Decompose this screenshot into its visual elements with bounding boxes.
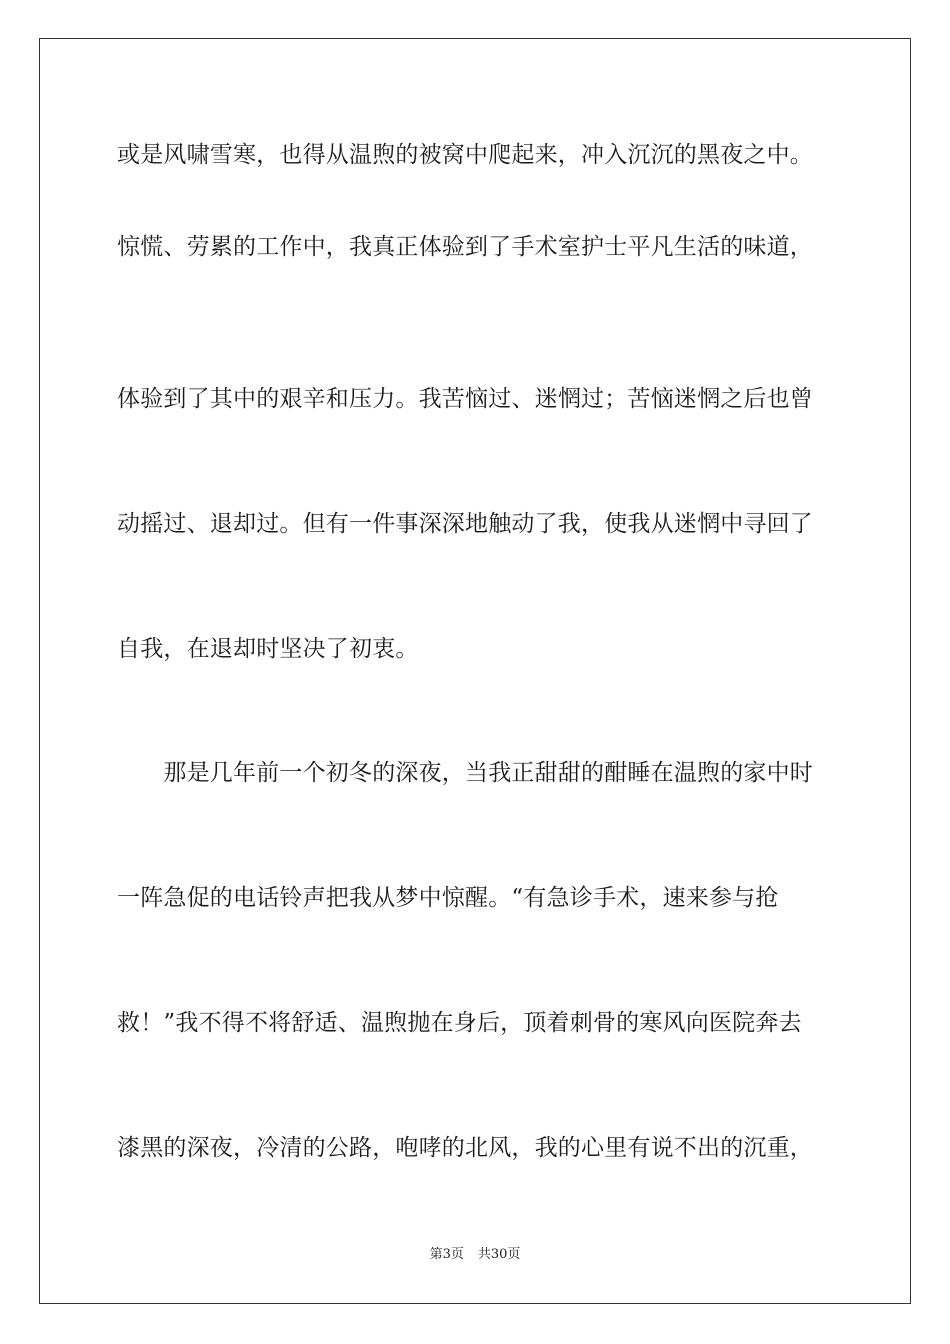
text-line-3: 体验到了其中的艰辛和压力。我苦恼过、迷惘过；苦恼迷惘之后也曾 <box>117 386 813 412</box>
text-line-2: 惊慌、劳累的工作中，我真正体验到了手术室护士平凡生活的味道， <box>117 234 813 260</box>
text-line-4: 动摇过、退却过。但有一件事深深地触动了我，使我从迷惘中寻回了 <box>117 511 813 537</box>
text-line-7: 一阵急促的电话铃声把我从梦中惊醒。“有急诊手术，速来参与抢 <box>117 885 779 911</box>
text-line-9: 漆黑的深夜，冷清的公路，咆哮的北风，我的心里有说不出的沉重， <box>117 1135 813 1161</box>
page-border <box>39 38 911 1304</box>
text-line-1: 或是风啸雪寒，也得从温煦的被窝中爬起来，冲入沉沉的黑夜之中。 <box>117 142 813 168</box>
text-line-6: 那是几年前一个初冬的深夜，当我正甜甜的酣睡在温煦的家中时 <box>117 760 813 786</box>
page-number: 第3页 <box>429 1247 464 1262</box>
text-line-5: 自我，在退却时坚决了初衷。 <box>117 636 419 662</box>
text-line-8: 救！”我不得不将舒适、温煦抛在身后，顶着刺骨的寒风向医院奔去 <box>117 1010 802 1036</box>
total-pages: 共30页 <box>477 1247 521 1262</box>
page-footer <box>0 1246 950 1264</box>
